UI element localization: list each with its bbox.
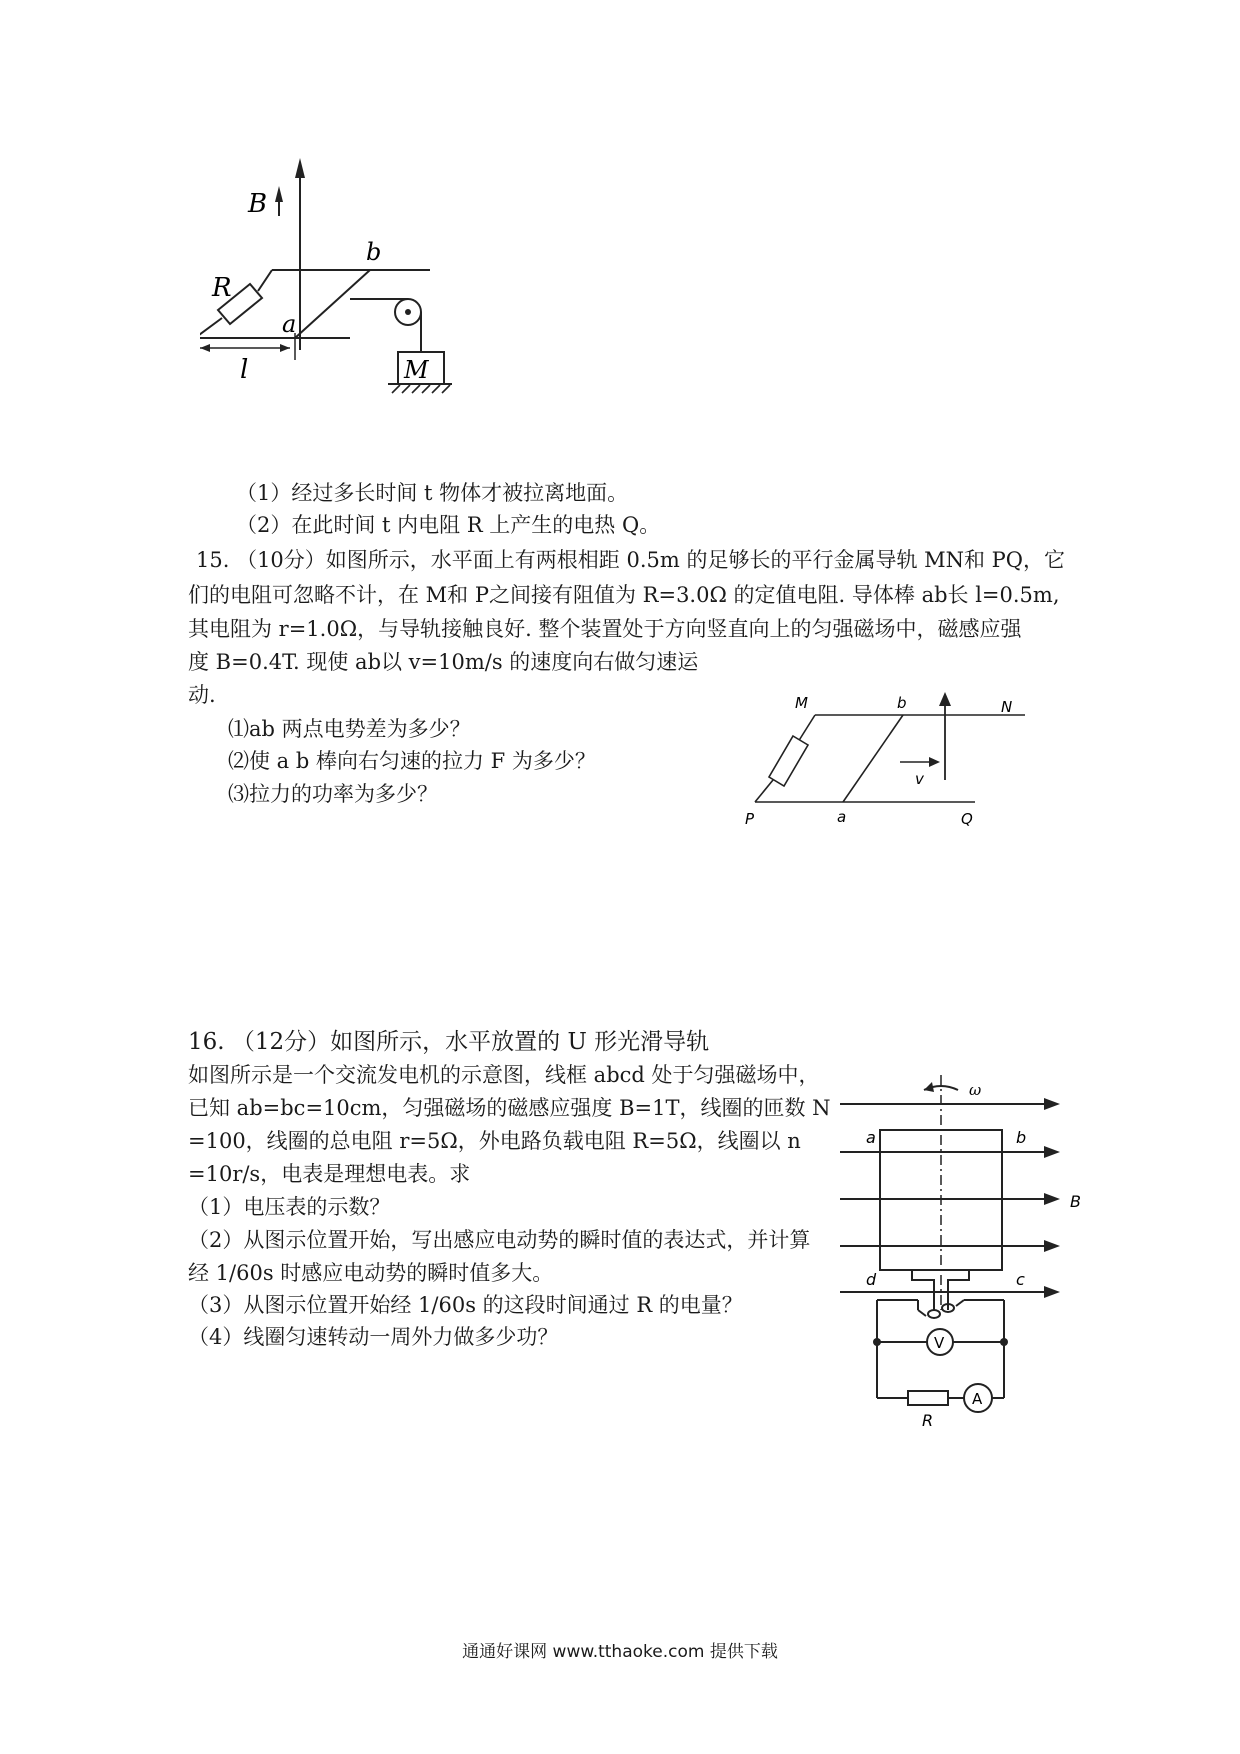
fig3-label-a: a [866, 1128, 876, 1147]
fig2-label-N: N [1001, 698, 1013, 716]
fig3-label-c: c [1016, 1270, 1025, 1289]
page-footer: 通通好课网 www.tthaoke.com 提供下载 [462, 1642, 778, 1662]
figure-rail-pulley [200, 150, 520, 460]
q16-line-4: =10r/s，电表是理想电表。求 [188, 1162, 471, 1186]
q15-line-3: 其电阻为 r=1.0Ω，与导轨接触良好. 整个装置处于方向竖直向上的匀强磁场中，磁感应强 [188, 617, 1022, 641]
fig2-label-Q: Q [961, 810, 973, 828]
q16-sub-1: （1）电压表的示数？ [188, 1195, 391, 1219]
q16-sub-2a: （2）从图示位置开始，写出感应电动势的瞬时值的表达式，并计算 [188, 1228, 811, 1252]
q15-sub-3: ⑶拉力的功率为多少？ [228, 782, 438, 806]
q16-title: 16. （12分）如图所示，水平放置的 U 形光滑导轨 [188, 1029, 710, 1055]
fig2-label-b: b [897, 694, 907, 712]
fig3-label-b: b [1016, 1128, 1027, 1147]
q15-line-1: 15. （10分）如图所示，水平面上有两根相距 0.5m 的足够长的平行金属导轨 MN和 PQ，它 [196, 548, 1066, 572]
q16-sub-4: （4）线圈匀速转动一周外力做多少功？ [188, 1325, 559, 1349]
fig3-label-R: R [922, 1411, 934, 1430]
fig1-label-a: a [282, 310, 297, 338]
q15-line-2: 们的电阻可忽略不计，在 M和 P之间接有阻值为 R=3.0Ω 的定值电阻. 导体棒 ab长 l=0.5m, [188, 583, 1060, 607]
fig2-label-M: M [795, 694, 808, 712]
fig1-label-l: l [240, 355, 249, 385]
fig3-label-B: B [1070, 1192, 1081, 1211]
fig1-label-M: M [404, 356, 429, 384]
fig3-label-d: d [866, 1270, 877, 1289]
q15-line-5: 动. [188, 683, 216, 707]
fig2-label-v: v [915, 770, 924, 788]
q16-sub-2b: 经 1/60s 时感应电动势的瞬时值多大。 [188, 1261, 554, 1285]
fig2-label-a: a [837, 808, 847, 826]
fig1-label-B: B [248, 189, 268, 219]
q15-sub-1: ⑴ab 两点电势差为多少？ [228, 717, 471, 741]
fig3-label-V: V [934, 1334, 945, 1352]
figure-ac-generator [838, 1070, 1118, 1430]
q14-part-1: （1）经过多长时间 t 物体才被拉离地面。 [236, 481, 629, 505]
fig3-label-omega: ω [969, 1081, 982, 1099]
fig1-label-R: R [212, 273, 232, 303]
fig2-label-P: P [745, 810, 755, 828]
q16-line-3: =100，线圈的总电阻 r=5Ω，外电路负载电阻 R=5Ω，线圈以 n [188, 1129, 801, 1153]
q16-line-1: 如图所示是一个交流发电机的示意图，线框 abcd 处于匀强磁场中， [188, 1063, 820, 1087]
q15-sub-2: ⑵使 a b 棒向右匀速的拉力 F 为多少？ [228, 749, 596, 773]
q15-line-4: 度 B=0.4T. 现使 ab以 v=10m/s 的速度向右做匀速运 [188, 650, 699, 674]
q16-line-2: 已知 ab=bc=10cm，匀强磁场的磁感应强度 B=1T，线圈的匝数 N [188, 1096, 831, 1120]
fig1-label-b: b [366, 238, 382, 266]
fig3-label-A: A [972, 1390, 983, 1408]
q14-part-2: （2）在此时间 t 内电阻 R 上产生的电热 Q。 [236, 513, 661, 537]
q16-sub-3: （3）从图示位置开始经 1/60s 的这段时间通过 R 的电量？ [188, 1293, 743, 1317]
figure-parallel-rails [735, 690, 1035, 830]
